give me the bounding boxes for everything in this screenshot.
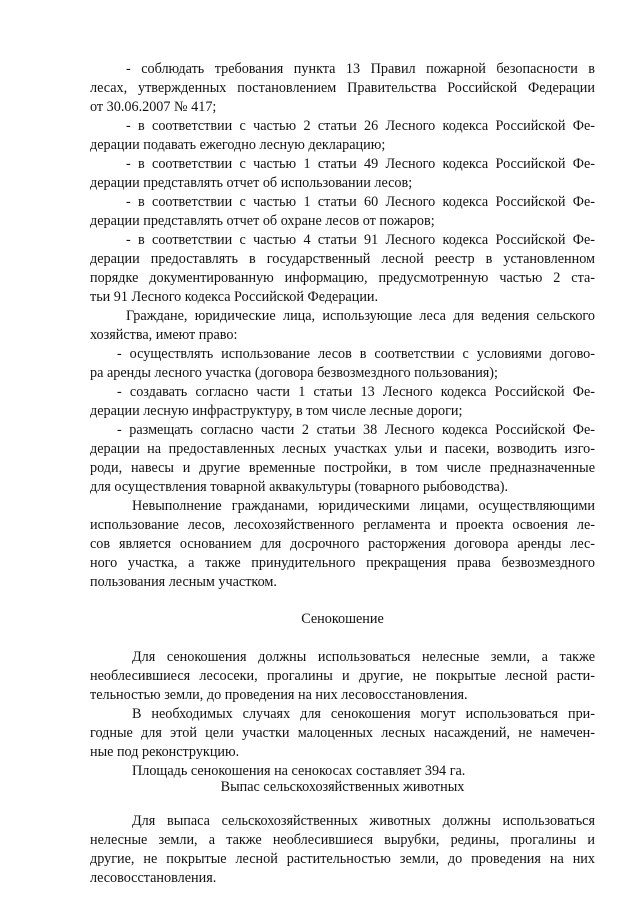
text-line: лесовосстановления.	[90, 870, 217, 886]
text-line: тельностью земли, до проведения на них лесовосстановления.	[90, 687, 468, 703]
text-line: - в соответствии с частью 1 статьи 49 Лесного кодекса Российской Фе-	[126, 156, 595, 172]
text-line: дерации представлять отчет об использовании лесов;	[90, 175, 413, 191]
text-line: дерации на предоставленных лесных участках ульи и пасеки, возводить изго-	[90, 441, 595, 457]
text-line: - в соответствии с частью 2 статьи 26 Лесного кодекса Российской Фе-	[126, 118, 595, 134]
text-line: дерации предоставлять в государственный лесной реестр в установленном	[90, 251, 595, 267]
text-line: пользования лесным участком.	[90, 574, 277, 590]
text-line: дерации лесную инфраструктуру, в том числе лесные дороги;	[90, 403, 463, 419]
section-heading: Сенокошение	[301, 611, 384, 627]
text-line: использование лесов, лесохозяйственного регламента и проекта освоения ле-	[90, 517, 595, 533]
text-line: - осуществлять использование лесов в соответствии с условиями догово-	[117, 346, 595, 362]
text-line: - в соответствии с частью 1 статьи 60 Лесного кодекса Российской Фе-	[126, 194, 595, 210]
text-line: нелесные земли, а также необлесившиеся вырубки, редины, прогалины и	[90, 832, 595, 848]
text-line: ные под реконструкцию.	[90, 744, 240, 760]
text-line: дерации подавать ежегодно лесную декларацию;	[90, 137, 386, 153]
text-line: Для сенокошения должны использоваться нелесные земли, а также	[132, 649, 595, 665]
text-line: ного участка, а также принудительного прекращения права безвозмездного	[90, 555, 595, 571]
text-line: - размещать согласно части 2 статьи 38 Лесного кодекса Российской Фе-	[117, 422, 595, 438]
text-line: - в соответствии с частью 4 статьи 91 Лесного кодекса Российской Фе-	[126, 232, 595, 248]
text-line: Для выпаса сельскохозяйственных животных должны использоваться	[132, 813, 595, 829]
text-line: сов является основанием для досрочного расторжения договора аренды лес-	[90, 536, 595, 552]
text-line: для осуществления товарной аквакультуры (товарного рыбоводства).	[90, 479, 509, 495]
text-line: ра аренды лесного участка (договора безвозмездного пользования);	[90, 365, 498, 381]
text-line: роди, навесы и другие временные постройки, в том числе предназначенные	[90, 460, 595, 476]
text-line: Площадь сенокошения на сенокосах составляет 394 га.	[132, 763, 466, 779]
text-line: годные для этой цели участки малоценных лесных насаждений, не намечен-	[90, 725, 595, 741]
text-line: дерации представлять отчет об охране лесов от пожаров;	[90, 213, 435, 229]
text-line: Граждане, юридические лица, использующие леса для ведения сельского	[126, 308, 595, 324]
text-line: хозяйства, имеют право:	[90, 327, 238, 343]
text-line: необлесившиеся лесосеки, прогалины и другие, не покрытые лесной расти-	[90, 668, 595, 684]
text-line: лесах, утвержденных постановлением Правительства Российской Федерации	[90, 80, 595, 96]
text-line: В необходимых случаях для сенокошения могут использоваться при-	[132, 706, 595, 722]
text-line: тьи 91 Лесного кодекса Российской Федерации.	[90, 289, 379, 305]
text-line: другие, не покрытые лесной растительностью земли, до проведения на них	[90, 851, 595, 867]
text-line: от 30.06.2007 № 417;	[90, 99, 217, 115]
text-line: Невыполнение гражданами, юридическими лицами, осуществляющими	[132, 498, 595, 514]
section-heading: Выпас сельскохозяйственных животных	[220, 779, 465, 795]
text-line: - соблюдать требования пункта 13 Правил пожарной безопасности в	[126, 61, 595, 77]
text-line: - создавать согласно части 1 статьи 13 Лесного кодекса Российской Фе-	[117, 384, 595, 400]
text-line: порядке документированную информацию, предусмотренную частью 2 ста-	[90, 270, 595, 286]
